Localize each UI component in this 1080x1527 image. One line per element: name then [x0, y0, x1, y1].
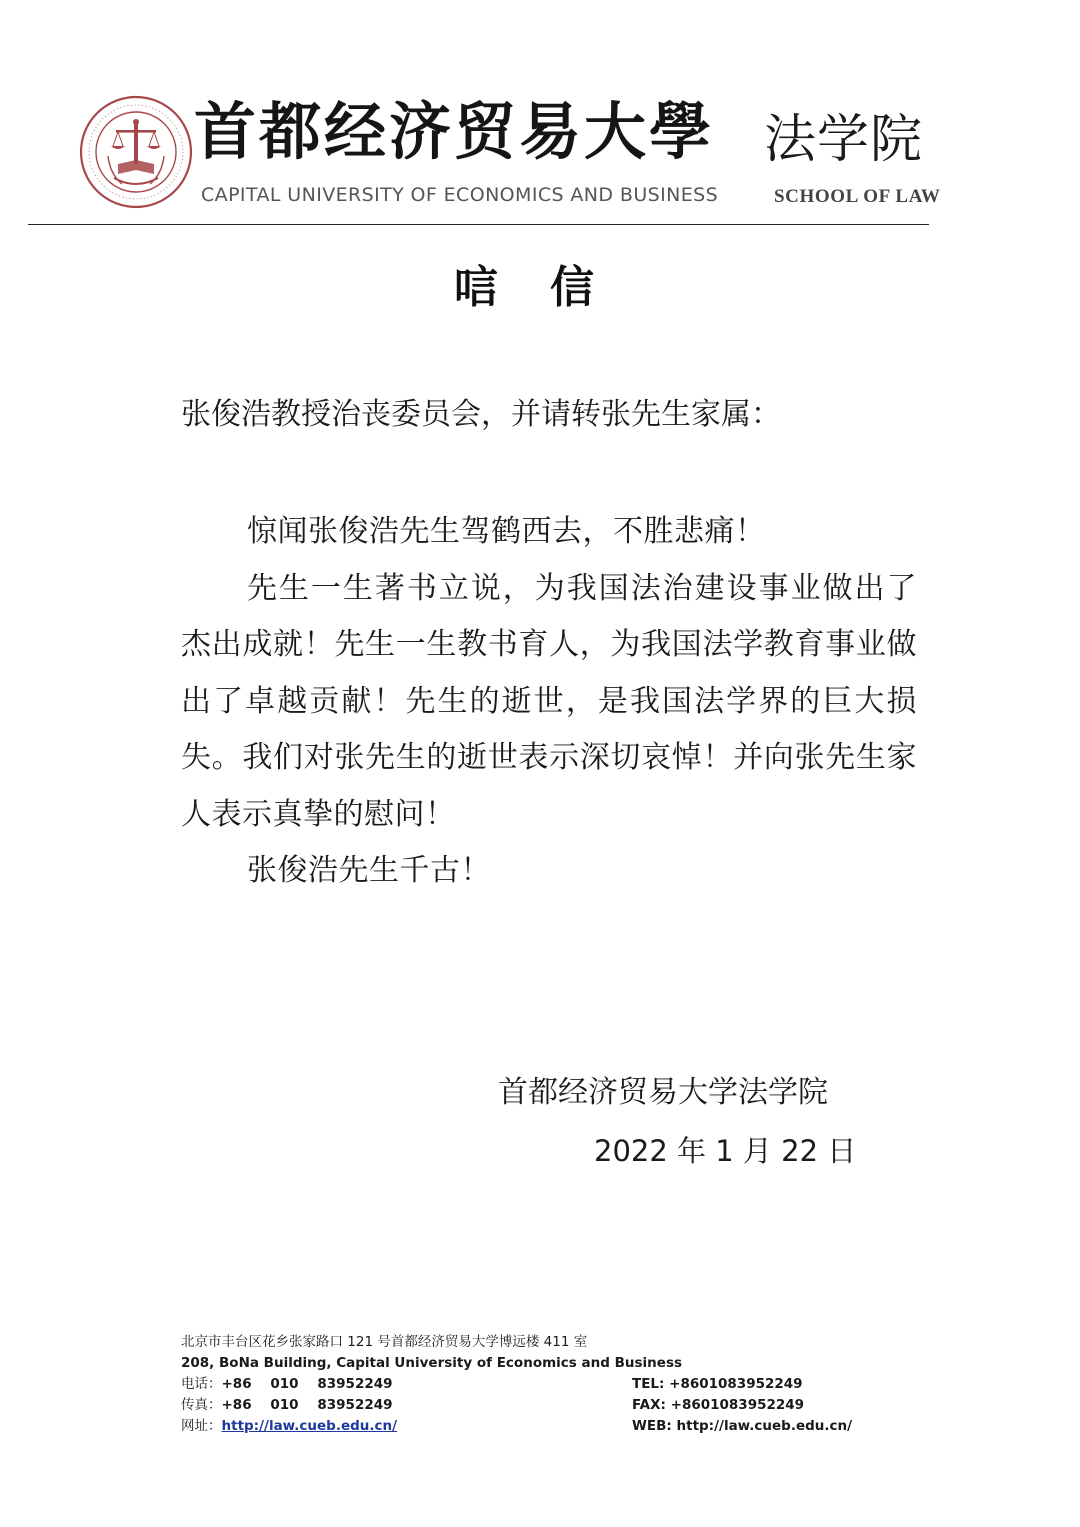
university-name-cn: 首都经济贸易大學: [194, 95, 715, 168]
letterhead-footer: [181, 1332, 881, 1437]
letter-body: [181, 504, 917, 900]
footer-web-en: WEB: http://law.cueb.edu.cn/: [632, 1418, 853, 1434]
footer-address-cn: 北京市丰台区花乡张家路口 121 号首都经济贸易大学博远楼 411 室: [181, 1334, 588, 1350]
footer-tel-cn: +86 010 83952249: [221, 1376, 393, 1392]
document-title: 唁信: [454, 262, 646, 313]
footer-web-link[interactable]: http://law.cueb.edu.cn/: [221, 1418, 398, 1434]
university-seal-logo: [78, 94, 194, 210]
footer-address-en: 208, BoNa Building, Capital University of Economics and Business: [181, 1355, 683, 1371]
body-paragraph: 张俊浩先生千古！: [247, 853, 491, 888]
salutation: 张俊浩教授治丧委员会，并请转张先生家属：: [181, 397, 781, 432]
school-name-en: SCHOOL OF LAW: [774, 186, 941, 207]
signature-institution: 首都经济贸易大学法学院: [498, 1075, 828, 1110]
footer-fax-label: 传真：: [181, 1397, 222, 1413]
footer-tel-en: TEL: +8601083952249: [632, 1376, 803, 1392]
school-name-cn: 法学院: [764, 110, 924, 170]
header-divider: [28, 224, 929, 225]
signature-date: 2022 年 1 月 22 日: [594, 1134, 857, 1168]
footer-web-label: 网址：: [181, 1418, 222, 1434]
body-paragraph: 先生一生著书立说，为我国法治建设事业做出了杰出成就！先生一生教书育人，为我国法学教育事业做出了卓越贡献！先生的逝世，是我国法学界的巨大损失。我们对张先生的逝世表示深切哀悼！并向张先生家人表示真挚的慰问！: [181, 570, 917, 832]
body-paragraph: 惊闻张俊浩先生驾鹤西去，不胜悲痛！: [247, 514, 766, 549]
footer-fax-en: FAX: +8601083952249: [632, 1397, 805, 1413]
university-name-en: CAPITAL UNIVERSITY OF ECONOMICS AND BUSINESS: [201, 184, 719, 206]
footer-fax-cn: +86 010 83952249: [221, 1397, 393, 1413]
footer-tel-label: 电话：: [181, 1376, 222, 1392]
